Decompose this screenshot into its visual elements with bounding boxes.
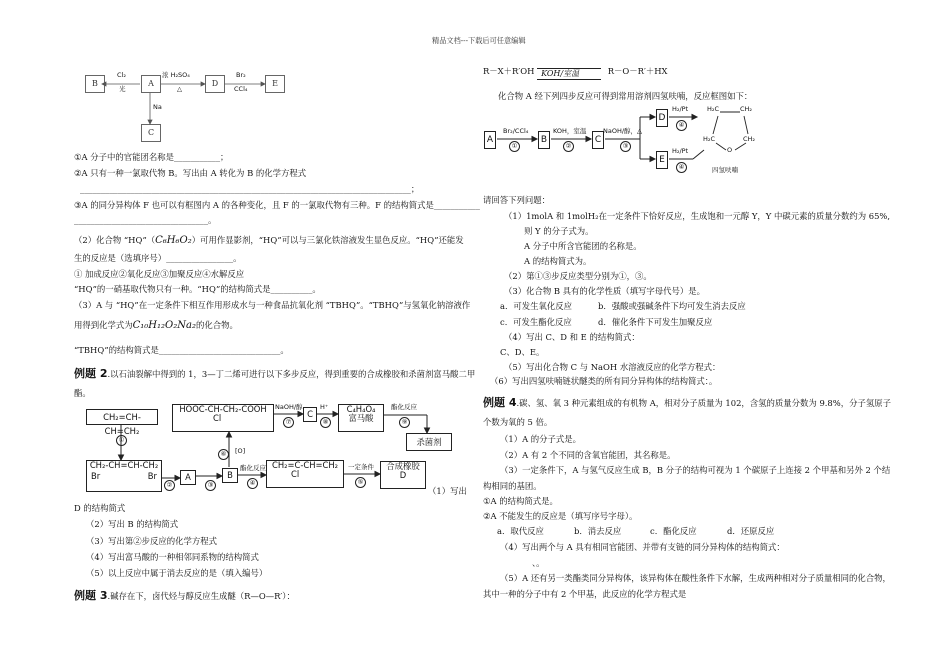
label-koh: KOH，室温	[553, 127, 587, 135]
thf-box-c: C	[592, 131, 604, 149]
example-3-text: .碱存在下，卤代烃与醇反应生成醚（R—O—R′）：	[107, 591, 295, 601]
thf-step-4b: ④	[676, 162, 687, 173]
box-d: D	[205, 75, 225, 93]
hq-line-4: “HQ”的一硝基取代物只有一种。“HQ”的结构简式是__________。	[74, 284, 321, 294]
label-h2pt-1: H₂/Pt	[672, 105, 689, 113]
step-8-marker: ⑧	[320, 417, 331, 428]
s-option-a: a．取代反应	[497, 526, 544, 536]
step-7-marker: ⑦	[283, 417, 294, 428]
s-line-3b: 构相同的基团。	[483, 481, 542, 491]
butadiene-box: CH₂=CH-CH=CH₂	[86, 409, 158, 425]
b-box: B	[222, 468, 238, 483]
r-line-13: （6）写出四氢呋喃链状醚类的所有同分异构体的结构简式：。	[490, 376, 718, 386]
option-c: c．可发生酯化反应	[500, 317, 572, 327]
hq-line-2: 生的反应是（选填序号）________________。	[74, 253, 242, 263]
example-3-heading	[74, 590, 295, 603]
c-box: C	[303, 407, 317, 422]
eq-right: R－O－R′＋HX	[607, 66, 668, 76]
fumaric-formula: C₄H₄O₄	[346, 404, 376, 414]
acid-cl: Cl	[213, 413, 222, 424]
step-1-marker: ①	[116, 435, 127, 446]
example-2-text: .以石油裂解中得到的 1，3—丁二烯可进行以下多步反应，得到重要的合成橡胶和杀菌剂富马酸二甲	[107, 369, 476, 379]
label-light: 光	[119, 85, 126, 93]
q2-text: ②A 只有一种一氯取代物 B。写出由 A 转化为 B 的化学方程式	[74, 168, 307, 178]
label-na: Na	[153, 103, 162, 111]
box-c: C	[141, 124, 161, 142]
r-line-4: A 分子中所含官能团的名称是。	[524, 241, 642, 251]
thf-box-a: A	[484, 131, 496, 149]
ex2-q4-text: （4）写出富马酸的一种相邻同系物的结构简式	[86, 552, 259, 562]
thf-ch2-2: CH₂	[743, 135, 756, 143]
r-line-5: A 的结构简式为。	[524, 256, 592, 266]
s-option-b: b．消去反应	[574, 526, 622, 536]
label-naoh: NaOH/醇	[275, 403, 303, 411]
dibromo-br-2: Br	[147, 471, 157, 482]
ex2-q5-text: （5）以上反应中属于消去反应的是（填入编号）	[86, 568, 268, 578]
label-h2so4: 浓 H₂SO₄	[162, 71, 190, 79]
s-line-5: ②A 不能发生的反应是（填写序号字母）。	[483, 511, 638, 521]
s-line-10: 其中一种的分子中有 2 个甲基，此反应的化学方程式是	[483, 589, 687, 599]
hq-line-6-pre: 用得到化学式为	[74, 320, 133, 330]
step-9-marker: ⑨	[399, 417, 410, 428]
step-2-marker: ②	[164, 480, 175, 491]
thf-h2c-2: H₂C	[703, 135, 716, 143]
r-line-7: （3）化合物 B 具有的化学性质（填写字母代号）是。	[504, 286, 706, 296]
r-line-3: 则 Y 的分子式为。	[524, 226, 594, 236]
hq-formula: C₆H₆O₂	[155, 235, 192, 246]
example-4-label: 例题 4	[483, 396, 517, 409]
r-line-11: C、D、E。	[500, 347, 545, 357]
thf-ch2-1: CH₂	[740, 105, 753, 113]
label-heat: △	[177, 85, 182, 93]
eq-left: R－X＋R′OH	[483, 66, 535, 76]
s-option-c: c．酯化反应	[650, 526, 697, 536]
label-ccl4: CCl₄	[234, 85, 248, 93]
q1-text: ①A 分子中的官能团名称是___________；	[74, 152, 229, 162]
s-line-9: （5）A 还有另一类酯类同分异构体，该异构体在酸性条件下水解，生成两种相对分子质量相同的化合物，	[500, 573, 891, 583]
step-5-marker: ⑤	[355, 477, 366, 488]
eq-condition: KOH/室温	[541, 69, 580, 78]
example-2-text-2: 酯。	[74, 388, 91, 398]
box-b: B	[85, 75, 105, 93]
thf-intro: 化合物 A 经下列四步反应可得到常用溶剂四氢呋喃，反应框图如下：	[498, 91, 753, 101]
label-br2: Br₂	[236, 71, 246, 79]
thf-h2c-1: H₂C	[707, 105, 720, 113]
chloroprene-cl: Cl	[291, 469, 300, 480]
thf-name: 四氢呋喃	[712, 166, 738, 174]
thf-step-4a: ④	[676, 120, 687, 131]
bactericide-box: 杀菌剂	[406, 433, 452, 451]
step-4-marker: ④	[247, 478, 258, 489]
thf-oxygen: O	[727, 146, 733, 154]
thf-box-b: B	[538, 131, 550, 149]
q2-blank: _______________________________________________________________________________；	[80, 184, 420, 194]
s-line-2: （2）A 有 2 个不同的含氧官能团，其名称是。	[500, 450, 676, 460]
thf-step-1: ①	[509, 141, 520, 152]
s-line-8: 、。	[532, 558, 545, 568]
chloroprene-formula: CH₂=C-CH=CH₂	[271, 460, 339, 470]
thf-step-2: ②	[563, 141, 574, 152]
example-4-heading	[483, 397, 891, 410]
dibromo-formula: CH₂-CH=CH-CH₂	[89, 460, 159, 470]
acid-formula: HOOC-CH-CH₂-COOH	[179, 404, 267, 414]
s-option-d: d．还原反应	[727, 526, 775, 536]
rubber-name: 合成橡胶	[386, 461, 420, 471]
step-6-marker: ⑥	[218, 449, 229, 460]
label-br2-ccl4: Br₂/CCl₄	[503, 127, 529, 135]
hq-line-7: “TBHQ”的结构简式是_____________________________。	[74, 345, 289, 355]
thf-ring-bonds	[713, 112, 748, 150]
option-d: d．催化条件下可发生加聚反应	[598, 317, 713, 327]
hq-line-6-post: 的化合物。	[195, 320, 238, 330]
ex2-q1-text: D 的结构简式	[74, 503, 126, 513]
hq-line-1-pre: （2）化合物 “HQ”（	[74, 235, 156, 245]
ex2-q1-prefix: （1）写出	[428, 486, 467, 496]
scheme-3-arrows	[0, 0, 760, 180]
tbhq-formula: C₁₀H₁₂O₂Na₂	[132, 320, 196, 331]
rubber-d: D	[399, 470, 407, 481]
label-cl2: Cl₂	[117, 71, 126, 79]
s-line-3: （3）一定条件下，A 与氢气反应生成 B，B 分子的结构可视为 1 个碳原子上连接 2 个甲基和另外 2 个结	[500, 465, 891, 475]
box-e: E	[265, 75, 285, 93]
ex2-q2-text: （2）写出 B 的结构简式	[86, 519, 179, 529]
label-naoh-alcohol: NaOH/醇，△	[603, 127, 643, 135]
fumaric-name: 富马酸	[348, 413, 374, 424]
s-line-7: （4）写出两个与 A 具有相同官能团、并带有支链的同分异构体的结构简式：	[500, 542, 785, 552]
label-h2pt-2: H₂/Pt	[672, 147, 689, 155]
option-b: b．强酸或强碱条件下均可发生消去反应	[598, 301, 746, 311]
option-a: a．可发生氧化反应	[500, 301, 572, 311]
s-line-4: ①A 的结构简式是。	[483, 496, 558, 506]
label-condition: 一定条件	[348, 463, 374, 471]
r-line-12: （5）写出化合物 C 与 NaOH 水溶液反应的化学方程式：	[504, 362, 721, 372]
label-oxidation: [O]	[235, 447, 246, 455]
r-line-2: （1）1molA 和 1molH₂在一定条件下恰好反应，生成饱和一元醇 Y，Y 中碳元素的质量分数约为 65%,	[504, 211, 891, 221]
example-4-text-2: 个数为氧的 5 倍。	[483, 417, 553, 427]
example-2-label: 例题 2	[74, 367, 108, 380]
step-3-marker: ③	[205, 480, 216, 491]
example-3-label: 例题 3	[74, 589, 108, 602]
hq-line-5: （3）A 与 “HQ”在一定条件下相互作用形成水与一种食品抗氧化剂 “TBHQ”。“TBHQ”与氢氧化钠溶液作	[74, 300, 471, 310]
page-header: 精品文档---下载后可任意编辑	[432, 36, 526, 45]
thf-step-3: ③	[620, 141, 631, 152]
hq-line-1-post: ）可用作显影剂，“HQ”可以与三氯化铁溶液发生显色反应。“HQ”还能发	[191, 235, 464, 245]
s-line-1: （1）A 的分子式是。	[500, 434, 582, 444]
r-line-1: 请回答下列问题：	[483, 195, 550, 205]
thf-box-e: E	[656, 151, 668, 169]
example-4-text: .碳、氢、氧 3 种元素组成的有机物 A，相对分子质量为 102，含氢的质量分数为 9.8%，分子氢原子	[516, 398, 891, 408]
box-a: A	[141, 75, 161, 93]
r-line-6: （2）第①③步反应类型分别为①，③。	[504, 271, 652, 281]
dibromo-br-1: Br	[91, 471, 101, 482]
label-hplus: H⁺	[320, 403, 329, 411]
a-box: A	[180, 470, 196, 485]
label-esterify-2: 酯化反应	[240, 464, 266, 472]
q3-tail: ________________________________。	[74, 215, 217, 225]
r-line-10: （4）写出 C、D 和 E 的结构简式：	[504, 332, 640, 342]
ex2-q3-text: （3）写出第②步反应的化学方程式	[86, 536, 217, 546]
hq-options: ① 加成反应②氧化反应③加聚反应④水解反应	[74, 269, 245, 279]
thf-box-d: D	[656, 109, 668, 127]
label-esterify: 酯化反应	[391, 403, 417, 411]
q3-text: ③A 的同分异构体 F 也可以有框图内 A 的各种变化，且 F 的一氯取代物有三种。F 的结构简式是___________	[74, 200, 480, 210]
